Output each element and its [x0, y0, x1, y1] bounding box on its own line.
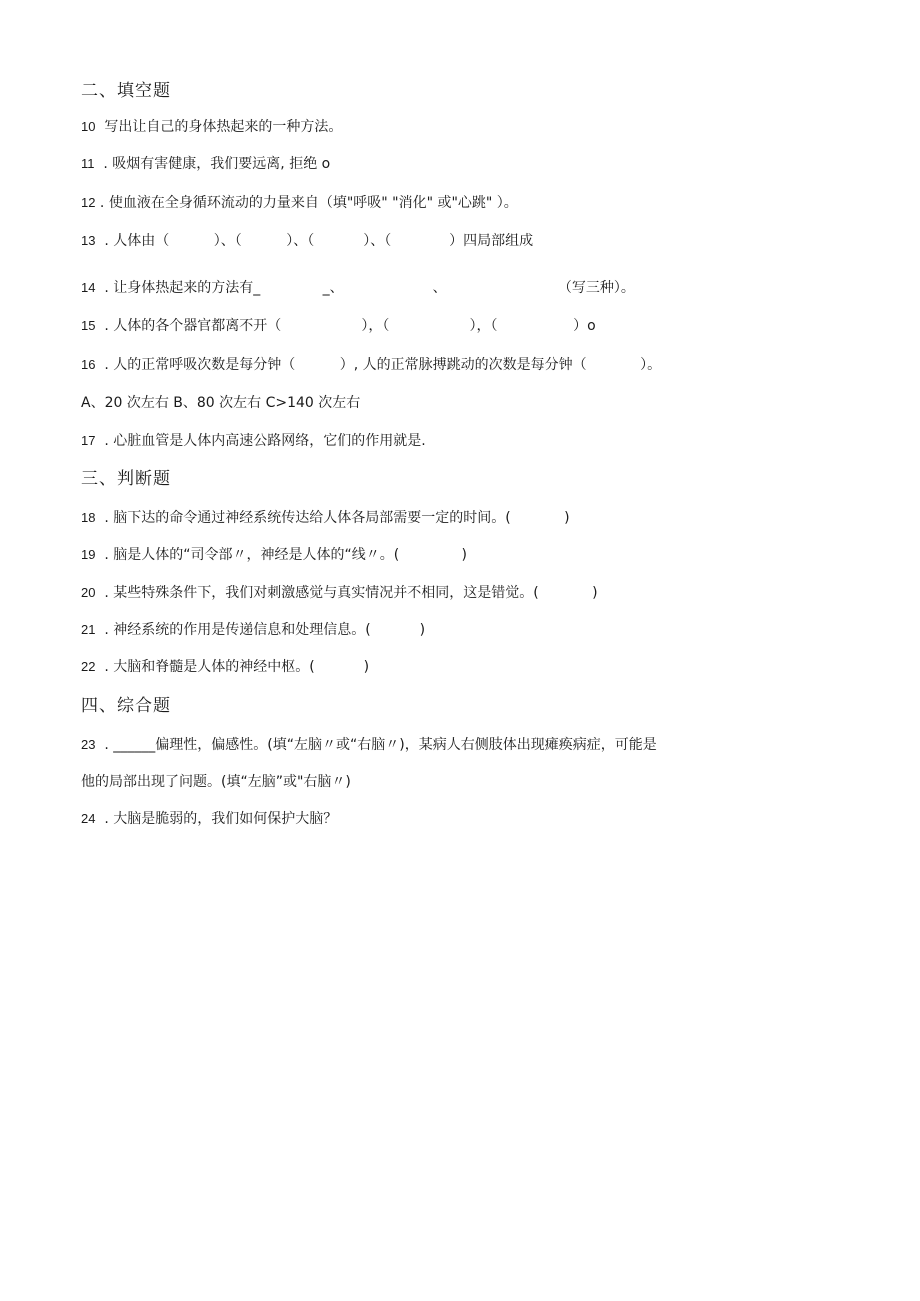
question-number: 10: [81, 119, 96, 134]
question-number: 21: [81, 622, 96, 637]
question-text: . 大脑和脊髓是人体的神经中枢。( ): [95, 659, 370, 675]
question-20: [81, 584, 598, 602]
question-24: [81, 810, 337, 828]
question-11: [81, 155, 330, 173]
question-16: [81, 356, 661, 374]
question-text: . 吸烟有害健康，我们要远离, 拒绝 o: [94, 156, 331, 172]
question-text: . 人体由（ ）、（ ）、（ ）、（ ）四局部组成: [95, 233, 534, 249]
question-13: [81, 232, 533, 250]
question-text: . 大脑是脆弱的，我们如何保护大脑？: [95, 811, 338, 827]
question-text: . 人体的各个器官都离不开（ ），（ ），（ ）o: [95, 318, 596, 334]
question-number: 19: [81, 547, 96, 562]
question-text: . 心脏血管是人体内高速公路网络，它们的作用就是.: [95, 433, 426, 449]
question-14: [81, 279, 635, 297]
question-number: 15: [81, 318, 96, 333]
question-number: 12: [81, 195, 96, 210]
question-number: 16: [81, 357, 96, 372]
question-text: . 某些特殊条件下，我们对刺激感觉与真实情况并不相同，这是错觉。( ): [95, 585, 598, 601]
question-16-options: A、20 次左右 B、80 次左右 C>140 次左右: [81, 395, 361, 411]
question-22: [81, 658, 369, 676]
question-19: [81, 546, 467, 564]
question-number: 13: [81, 233, 96, 248]
question-number: 23: [81, 737, 96, 752]
question-number: 18: [81, 510, 96, 525]
question-number: 14: [81, 280, 96, 295]
question-text: . ______偏理性，偏感性。(填“左脑〃或“右脑〃)，某病人右侧肢体出现瘫痪病症，可能是: [95, 737, 657, 753]
question-text: . 脑下达的命令通过神经系统传达给人体各局部需要一定的时间。( ): [95, 510, 570, 526]
question-text: . 脑是人体的“司令部〃，神经是人体的“线〃。( ): [95, 547, 468, 563]
question-text: . 人的正常呼吸次数是每分钟（ ）, 人的正常脉搏跳动的次数是每分钟（ ）。: [95, 357, 662, 373]
question-number: 24: [81, 811, 96, 826]
question-number: 22: [81, 659, 96, 674]
section-heading-fill-blank: 二、填空题: [81, 81, 171, 101]
question-18: [81, 509, 570, 527]
section-heading-comprehensive: 四、综合题: [81, 696, 171, 716]
question-15: [81, 317, 596, 335]
question-10: [81, 118, 342, 136]
question-number: 20: [81, 585, 96, 600]
question-23-continuation: 他的局部出现了问题。(填“左脑”或"右脑〃): [81, 774, 351, 790]
section-heading-true-false: 三、判断题: [81, 469, 171, 489]
question-text: . 让身体热起来的方法有_ _、 、 （写三种）。: [95, 280, 635, 296]
question-12: [81, 194, 518, 212]
question-number: 17: [81, 433, 96, 448]
question-17: [81, 432, 426, 450]
question-text: . 使血液在全身循环流动的力量来自（填"呼吸" "消化" 或"心跳" ）。: [95, 195, 518, 211]
question-text: 写出让自己的身体热起来的一种方法。: [95, 119, 343, 135]
question-text: . 神经系统的作用是传递信息和处理信息。( ): [95, 622, 426, 638]
question-21: [81, 621, 425, 639]
question-number: 11: [81, 156, 95, 171]
question-23: [81, 736, 657, 754]
